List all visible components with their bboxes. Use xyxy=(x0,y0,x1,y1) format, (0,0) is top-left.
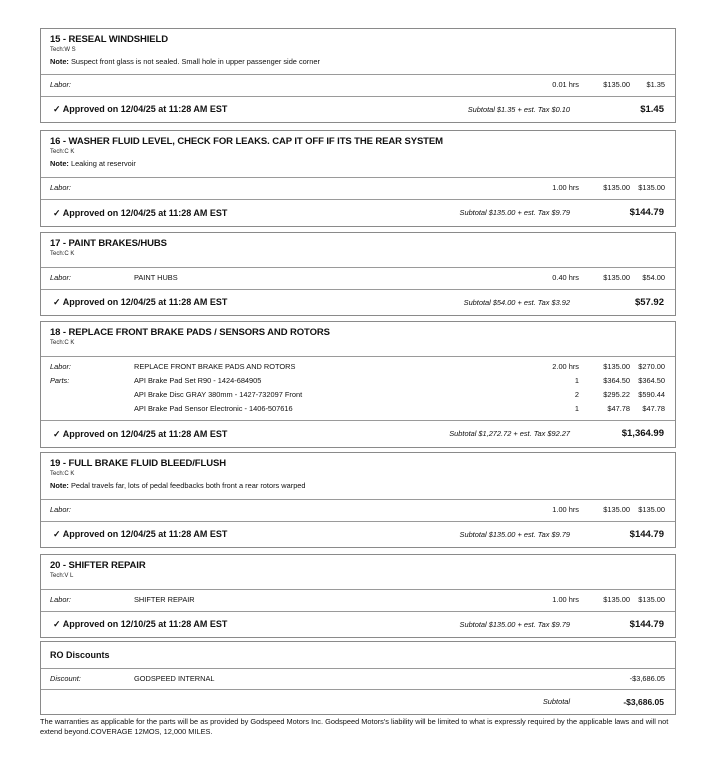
line-kind: Labor: xyxy=(50,505,71,514)
line-desc: PAINT HUBS xyxy=(134,273,178,282)
line-kind: Labor: xyxy=(50,595,71,604)
line-rate: $364.50 xyxy=(603,376,630,385)
job-title: 20 - SHIFTER REPAIR xyxy=(50,560,146,571)
line-desc: API Brake Pad Sensor Electronic - 1406-507616 xyxy=(134,404,293,413)
discount-subtotal-label: Subtotal xyxy=(542,697,570,706)
line-kind: Labor: xyxy=(50,273,71,282)
line-item xyxy=(41,402,675,416)
line-item xyxy=(41,271,675,285)
line-amount: $54.00 xyxy=(642,273,665,282)
line-amount: $1.35 xyxy=(646,80,665,89)
job-total: $144.79 xyxy=(629,207,664,218)
approval-row xyxy=(41,96,675,122)
discount-line xyxy=(41,672,675,686)
approval-row xyxy=(41,199,675,226)
subtotal-text: Subtotal $1,272.72 + est. Tax $92.27 xyxy=(449,429,570,438)
job-card xyxy=(40,554,676,638)
line-rate: $135.00 xyxy=(603,362,630,371)
job-card xyxy=(40,321,676,448)
line-amount: $135.00 xyxy=(638,595,665,604)
subtotal-text: Subtotal $54.00 + est. Tax $3.92 xyxy=(463,298,570,307)
line-desc: SHIFTER REPAIR xyxy=(134,595,195,604)
job-title: 17 - PAINT BRAKES/HUBS xyxy=(50,238,167,249)
line-qty: 1.00 hrs xyxy=(552,595,579,604)
line-item xyxy=(41,503,675,517)
line-kind: Labor: xyxy=(50,183,71,192)
subtotal-text: Subtotal $135.00 + est. Tax $9.79 xyxy=(459,208,570,217)
job-tech: Tech:C K xyxy=(50,471,75,477)
discounts-title: RO Discounts xyxy=(50,650,110,660)
job-tech: Tech:C K xyxy=(50,340,75,346)
discount-subtotal: -$3,686.05 xyxy=(623,697,664,707)
line-amount: $590.44 xyxy=(638,390,665,399)
job-card xyxy=(40,452,676,548)
line-desc: REPLACE FRONT BRAKE PADS AND ROTORS xyxy=(134,362,296,371)
line-item xyxy=(41,360,675,374)
job-total: $57.92 xyxy=(634,297,664,308)
job-tech: Tech:W S xyxy=(50,47,76,53)
warranty-footer: The warranties as applicable for the parts will be as provided by Godspeed Motors Inc. Godspeed Motors's liability will be limited to what is expressly required by the applicable laws and will not extend beyond.COVERAGE 12MOS, 12,000 MILES. xyxy=(40,717,669,736)
approval-row xyxy=(41,289,675,315)
line-qty: 1.00 hrs xyxy=(552,183,579,192)
job-total: $1.45 xyxy=(640,104,664,115)
job-card xyxy=(40,28,676,123)
job-card xyxy=(40,232,676,316)
discount-subtotal-row xyxy=(41,689,675,714)
line-qty: 2 xyxy=(574,390,579,399)
approval-status: ✓ Approved on 12/04/25 at 11:28 AM EST xyxy=(53,529,228,539)
job-tech: Tech:C K xyxy=(50,251,75,257)
line-kind: Labor: xyxy=(50,362,71,371)
approval-status: ✓ Approved on 12/04/25 at 11:28 AM EST xyxy=(53,429,228,439)
approval-row xyxy=(41,420,675,447)
line-qty: 2.00 hrs xyxy=(552,362,579,371)
subtotal-text: Subtotal $135.00 + est. Tax $9.79 xyxy=(459,530,570,539)
approval-status: ✓ Approved on 12/10/25 at 11:28 AM EST xyxy=(53,619,228,629)
job-total: $144.79 xyxy=(629,529,664,540)
job-note: Note: Leaking at reservoir xyxy=(50,159,136,168)
approval-status: ✓ Approved on 12/04/25 at 11:28 AM EST xyxy=(53,297,228,307)
approval-status: ✓ Approved on 12/04/25 at 11:28 AM EST xyxy=(53,208,228,218)
line-rate: $135.00 xyxy=(603,183,630,192)
approval-row xyxy=(41,521,675,547)
line-qty: 1 xyxy=(574,376,579,385)
line-amount: $270.00 xyxy=(638,362,665,371)
line-rate: $135.00 xyxy=(603,505,630,514)
job-title: 19 - FULL BRAKE FLUID BLEED/FLUSH xyxy=(50,458,226,469)
line-desc: API Brake Pad Set R90 - 1424-684905 xyxy=(134,376,262,385)
line-qty: 1 xyxy=(574,404,579,413)
line-amount: $135.00 xyxy=(638,183,665,192)
line-qty: 0.40 hrs xyxy=(552,273,579,282)
approval-row xyxy=(41,611,675,637)
line-amount: $364.50 xyxy=(638,376,665,385)
subtotal-text: Subtotal $135.00 + est. Tax $9.79 xyxy=(459,620,570,629)
discounts-card xyxy=(40,641,676,715)
line-item xyxy=(41,181,675,195)
line-rate: $135.00 xyxy=(603,273,630,282)
discount-amount: -$3,686.05 xyxy=(629,674,665,683)
line-amount: $47.78 xyxy=(642,404,665,413)
job-title: 16 - WASHER FLUID LEVEL, CHECK FOR LEAKS. CAP IT OFF IF ITS THE REAR SYSTEM xyxy=(50,136,443,147)
line-qty: 0.01 hrs xyxy=(552,80,579,89)
job-title: 18 - REPLACE FRONT BRAKE PADS / SENSORS AND ROTORS xyxy=(50,327,330,338)
discount-desc: GODSPEED INTERNAL xyxy=(134,674,215,683)
subtotal-text: Subtotal $1.35 + est. Tax $0.10 xyxy=(467,105,570,114)
job-title: 15 - RESEAL WINDSHIELD xyxy=(50,34,168,45)
job-card xyxy=(40,130,676,227)
discount-kind: Discount: xyxy=(50,674,81,683)
line-qty: 1.00 hrs xyxy=(552,505,579,514)
job-note: Note: Pedal travels far, lots of pedal feedbacks both front a rear rotors warped xyxy=(50,481,306,490)
line-item xyxy=(41,374,675,388)
job-total: $1,364.99 xyxy=(621,428,664,439)
line-rate: $135.00 xyxy=(603,595,630,604)
line-rate: $47.78 xyxy=(607,404,630,413)
line-rate: $135.00 xyxy=(603,80,630,89)
line-amount: $135.00 xyxy=(638,505,665,514)
job-tech: Tech:C K xyxy=(50,149,75,155)
job-tech: Tech:V L xyxy=(50,573,74,579)
line-item xyxy=(41,388,675,402)
line-desc: API Brake Disc GRAY 380mm - 1427-732097 Front xyxy=(134,390,303,399)
approval-status: ✓ Approved on 12/04/25 at 11:28 AM EST xyxy=(53,104,228,114)
line-item xyxy=(41,593,675,607)
job-total: $144.79 xyxy=(629,619,664,630)
line-kind: Parts: xyxy=(50,376,70,385)
line-item xyxy=(41,78,675,92)
line-rate: $295.22 xyxy=(603,390,630,399)
job-note: Note: Suspect front glass is not sealed. Small hole in upper passenger side corner xyxy=(50,57,320,66)
line-kind: Labor: xyxy=(50,80,71,89)
